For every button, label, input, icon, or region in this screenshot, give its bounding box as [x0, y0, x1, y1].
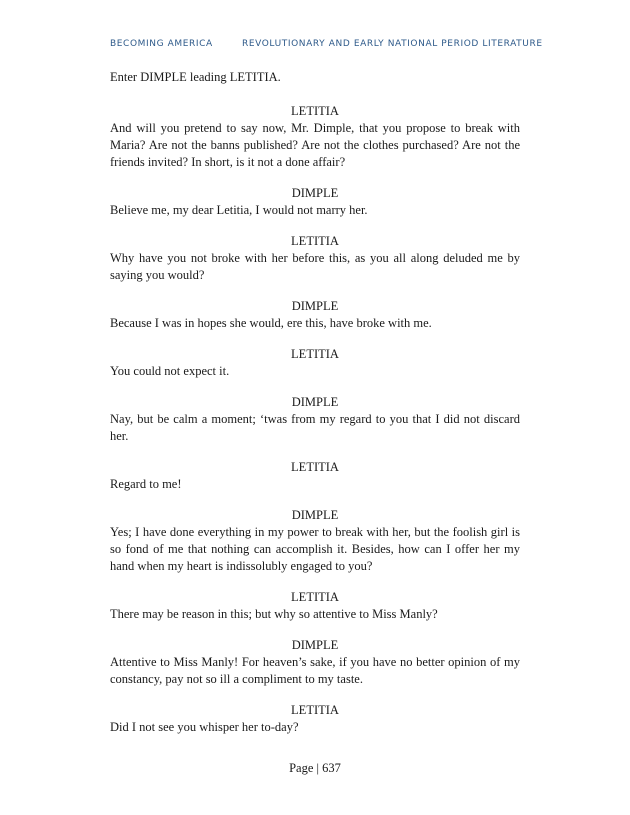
dialogue-line: Did I not see you whisper her to-day? [110, 720, 299, 734]
dialogue-block [110, 637, 520, 688]
page-number: Page | 637 [289, 761, 341, 775]
play-text [110, 69, 520, 750]
speaker-name: DIMPLE [291, 508, 339, 522]
dialogue-block [110, 233, 520, 284]
dialogue-line: You could not expect it. [110, 364, 230, 378]
dialogue-block [110, 346, 520, 380]
dialogue-block [110, 185, 520, 219]
dialogue-block [110, 298, 520, 332]
speaker-name: LETITIA [291, 703, 339, 717]
dialogue-line: Yes; I have done everything in my power to break with her, but the foolish girl is so fond of me that nothing can accomplish it. Besides, how can I offer her my hand when my heart is indissolubly engaged to you? [110, 525, 520, 573]
dialogue-line: Believe me, my dear Letitia, I would not marry her. [110, 203, 368, 217]
dialogue-line: Regard to me! [110, 477, 182, 491]
speaker-name: LETITIA [291, 460, 339, 474]
dialogue-line: And will you pretend to say now, Mr. Dimple, that you propose to break with Maria? Are not the banns published? Are not the clothes purchased? Are not the friends invited? In short, is it not a done affair? [110, 121, 520, 169]
dialogue-block [110, 103, 520, 171]
speaker-name: DIMPLE [291, 299, 339, 313]
header-book-title: BECOMING AMERICA [110, 39, 213, 49]
speaker-name: LETITIA [291, 347, 339, 361]
dialogue-block [110, 589, 520, 623]
speaker-name: DIMPLE [291, 186, 339, 200]
dialogue-block [110, 459, 520, 493]
speaker-name: DIMPLE [291, 395, 339, 409]
stage-direction: Enter DIMPLE leading LETITIA. [110, 70, 281, 84]
dialogue-line: Attentive to Miss Manly! For heaven’s sake, if you have no better opinion of my constancy, pay not so ill a compliment to my taste. [110, 655, 520, 686]
running-header [110, 39, 543, 49]
speaker-name: LETITIA [291, 590, 339, 604]
speaker-name: DIMPLE [291, 638, 339, 652]
dialogue-line: Because I was in hopes she would, ere this, have broke with me. [110, 316, 432, 330]
header-section-title: REVOLUTIONARY AND EARLY NATIONAL PERIOD LITERATURE [242, 39, 543, 49]
dialogue-block [110, 394, 520, 445]
dialogue-line: Nay, but be calm a moment; ‘twas from my regard to you that I did not discard her. [110, 412, 520, 443]
dialogue-line: Why have you not broke with her before this, as you all along deluded me by saying you would? [110, 251, 520, 282]
dialogue-line: There may be reason in this; but why so attentive to Miss Manly? [110, 607, 438, 621]
speaker-name: LETITIA [291, 234, 339, 248]
dialogue-block [110, 507, 520, 575]
speaker-name: LETITIA [291, 104, 339, 118]
dialogue-block [110, 702, 520, 736]
